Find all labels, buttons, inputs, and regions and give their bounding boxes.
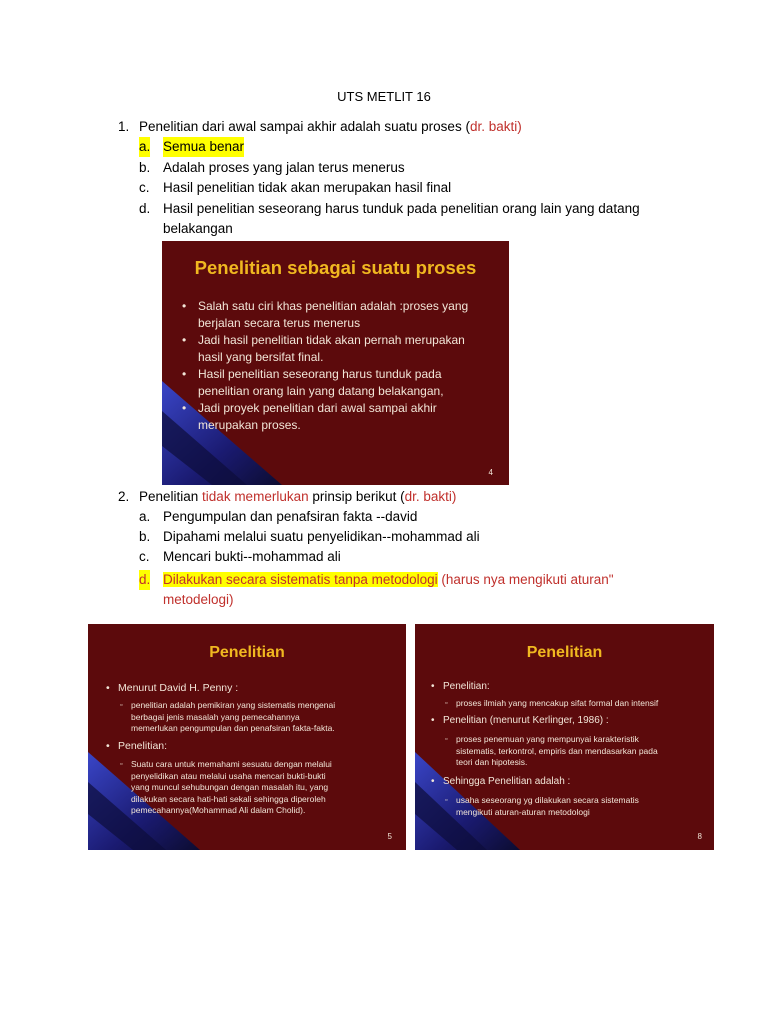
- slide-bullet: • Jadi proyek penelitian dari awal sampai akhir merupakan proses.: [182, 401, 437, 432]
- slide-page-number: 5: [387, 832, 392, 841]
- slide-title: Penelitian: [209, 644, 285, 661]
- slide-bullet: • Penelitian:: [431, 681, 490, 692]
- slide-3: [415, 624, 714, 850]
- slide-subbullet: ▫ usaha seseorang yg dilakukan secara sistematis mengikuti aturan-aturan metodologi: [445, 795, 639, 817]
- slide-subbullet: ▫ Suatu cara untuk memahami sesuatu dengan melalui penyelidikan atau melalui usaha mencari bukti-bukti yang muncul sehubungan dengan masalah itu, yang dilakukan secara hati-hati sekali sehingga diperoleh pemecahannya(Mohammad Ali dalam Cholid).: [120, 759, 332, 815]
- answer-highlight: Dilakukan secara sistematis tanpa metodologi: [163, 572, 438, 587]
- slide-page-number: 4: [488, 468, 493, 477]
- slide-bullet: • Menurut David H. Penny :: [106, 682, 239, 694]
- slide-bullet: • Sehingga Penelitian adalah :: [431, 776, 571, 787]
- slide-bullet: • Hasil penelitian seseorang harus tunduk pada penelitian orang lain yang datang belakangan,: [182, 367, 444, 398]
- question-text: Penelitian tidak memerlukan prinsip berikut (dr. bakti): [139, 489, 457, 504]
- document-title: UTS METLIT 16: [337, 89, 431, 104]
- question-number: 2.: [118, 489, 130, 504]
- answer-highlight: Semua benar: [163, 137, 244, 157]
- question-source: dr. bakti): [469, 119, 522, 134]
- slide-title: Penelitian sebagai suatu proses: [194, 257, 477, 278]
- slide-bullet: • Jadi hasil penelitian tidak akan pernah merupakan hasil yang bersifat final.: [182, 333, 465, 364]
- slide-bullet: • Penelitian (menurut Kerlinger, 1986) :: [431, 715, 609, 726]
- slide-title: Penelitian: [526, 644, 603, 661]
- slide-subbullet: ▫ penelitian adalah pemikiran yang sistematis mengenai berbagai jenis masalah yang pemecahannya memerlukan pengumpulan dan penafsiran fakta-fakta.: [120, 700, 336, 733]
- slide-page-number: 8: [697, 832, 702, 841]
- slide-1: [162, 241, 509, 485]
- slide-bullet: • Penelitian:: [106, 740, 168, 752]
- question-number: 1.: [118, 119, 130, 134]
- slide-2: [88, 624, 406, 850]
- slide-subbullet: ▫ proses ilmiah yang mencakup sifat formal dan intensif: [445, 698, 659, 708]
- slide-bullet: • Salah satu ciri khas penelitian adalah :proses yang berjalan secara terus menerus: [182, 299, 469, 330]
- slide-subbullet: ▫ proses penemuan yang mempunyai karakteristik sistematis, terkontrol, empiris dan mendasarkan pada teori dan hipotesis.: [445, 734, 658, 767]
- question-source: dr. bakti): [404, 489, 457, 504]
- question-text: Penelitian dari awal sampai akhir adalah suatu proses (dr. bakti): [139, 119, 522, 134]
